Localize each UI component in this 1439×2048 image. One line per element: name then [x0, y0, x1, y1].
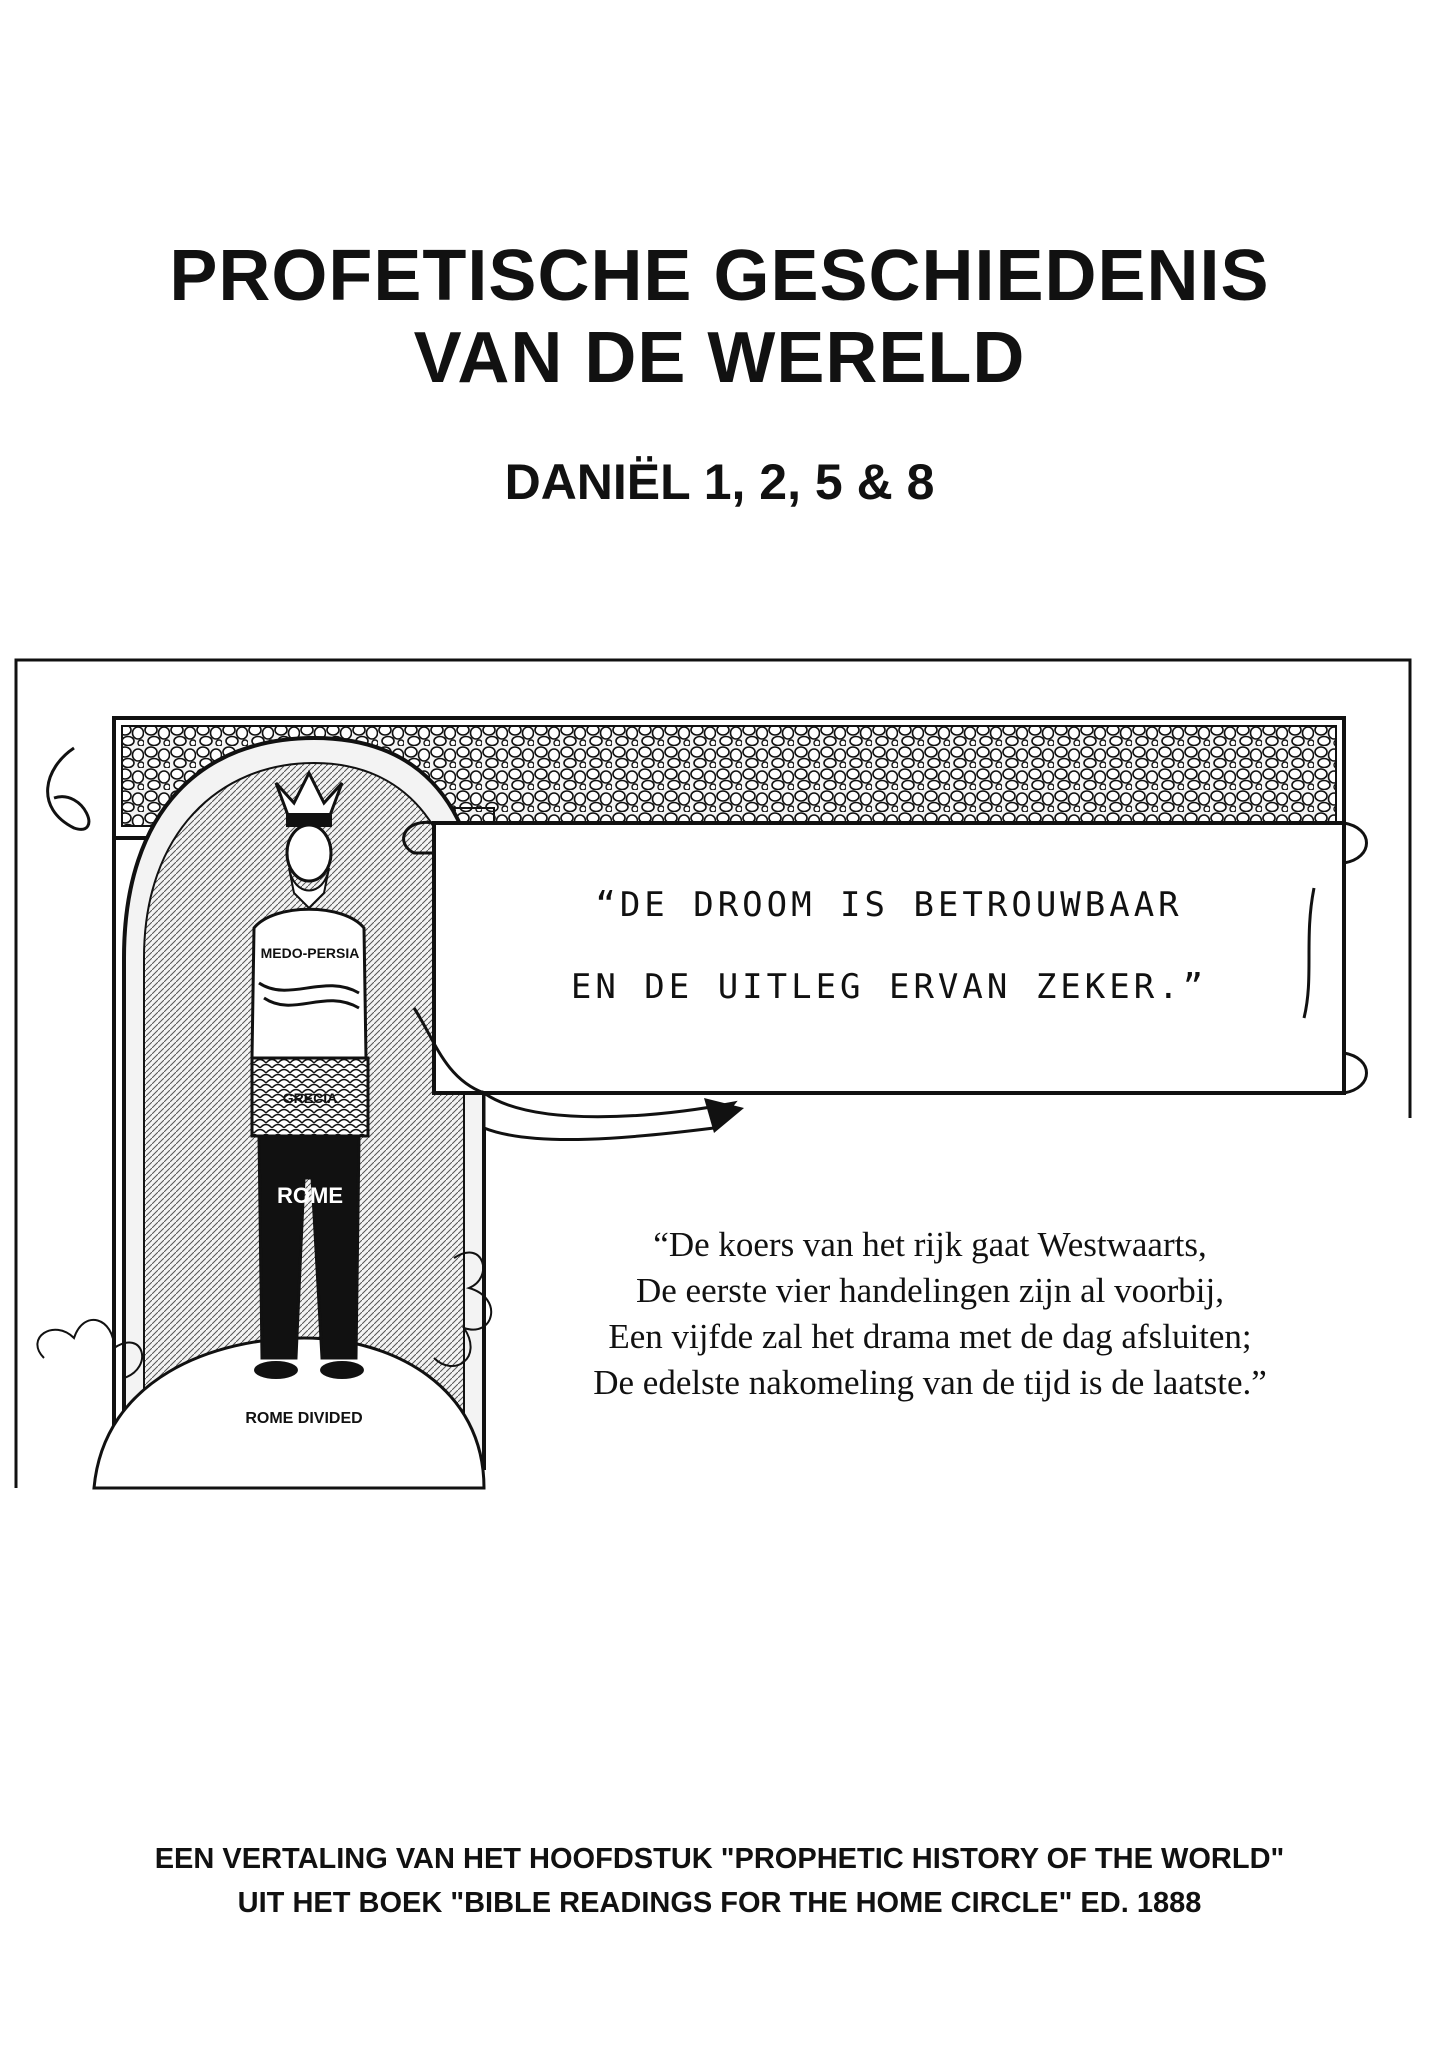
poem-line-3: Een vijfde zal het drama met de dag afsluiten;	[608, 1317, 1252, 1356]
footer-line-1: EEN VERTALING VAN HET HOOFDSTUK "PROPHETIC HISTORY OF THE WORLD"	[154, 1843, 1285, 1875]
footer-line-2: UIT HET BOEK "BIBLE READINGS FOR THE HOME CIRCLE" ED. 1888	[237, 1887, 1202, 1919]
left-scroll-flourish	[48, 748, 89, 829]
title-line-2: VAN DE WERELD	[413, 318, 1026, 398]
document-title	[0, 235, 1439, 399]
label-medo-persia: MEDO-PERSIA	[260, 945, 360, 961]
poem	[540, 1222, 1320, 1406]
poem-line-1: “De koers van het rijk gaat Westwaarts,	[653, 1225, 1207, 1264]
poem-line-4: De edelste nakomeling van de tijd is de laatste.”	[593, 1363, 1267, 1402]
label-rome-divided: ROME DIVIDED	[245, 1410, 363, 1427]
label-grecia: GRECIA	[282, 1090, 338, 1106]
document-subtitle: DANIËL 1, 2, 5 & 8	[504, 454, 935, 510]
poem-line-2: De eerste vier handelingen zijn al voorbij,	[636, 1271, 1224, 1310]
translation-note	[0, 1837, 1439, 1925]
label-rome: ROME	[277, 1183, 343, 1208]
banner-line-1: “DE DROOM IS BETROUWBAAR	[595, 885, 1183, 925]
title-line-1: PROFETISCHE GESCHIEDENIS	[169, 236, 1270, 316]
banner-line-2: EN DE UITLEG ERVAN ZEKER.”	[570, 967, 1208, 1007]
